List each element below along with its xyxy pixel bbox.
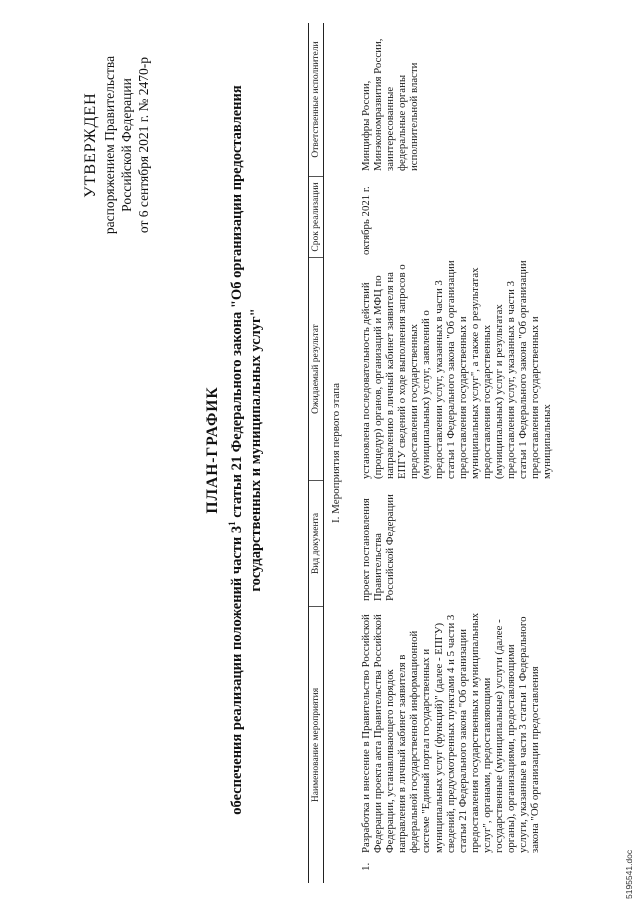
title-line-2 <box>223 85 247 815</box>
cell-responsible: Минцифры России, Минэкономразвития России, заинтересованные федеральные органы исполнительной власти <box>360 38 421 171</box>
header-divider <box>309 480 323 481</box>
title-line-2-end: статьи 21 Федерального закона "Об организации предоставления <box>228 85 245 522</box>
title-superscript: 1 <box>227 521 237 526</box>
table-header <box>308 23 324 883</box>
document-title <box>203 85 266 815</box>
approval-line-3: от 6 сентября 2021 г. № 2470-р <box>136 56 151 234</box>
header-deadline: Срок реализации <box>311 182 321 252</box>
title-line-1: ПЛАН-ГРАФИК <box>204 386 221 514</box>
plan-table <box>308 23 630 883</box>
cell-expected-result: установлена последовательность действий (процедур) органов, организаций и МФЦ по направлению в личный кабинет заявителя на ЕПГУ сведений о ходе выполнения запросов о предоставлении государственных (муниципальных) услуг, заявлений о предоставлении услуг, указанных в части 3 статьи 1 Федерального закона "Об организации предоставления государственных и муниципальных услуг", а также о результатах предоставления государственных (муниципальных) услуг и результатах предоставления услуг, указанных в части 3 статьи 1 Федерального закона "Об организации предоставления государственных и муниципальных <box>360 260 554 479</box>
header-measure-name: Наименование мероприятия <box>311 687 321 803</box>
approval-line-1: распоряжением Правительства <box>102 55 117 235</box>
header-document-type: Вид документа <box>311 512 321 575</box>
section-title: I. Мероприятия первого этапа <box>330 382 342 524</box>
header-responsible: Ответственные исполнители <box>311 41 321 158</box>
cell-deadline: октябрь 2021 г. <box>360 186 372 255</box>
header-divider <box>309 257 323 258</box>
row-number: 1. <box>360 862 372 871</box>
approval-heading: УТВЕРЖДЕН <box>82 92 99 198</box>
file-reference: 5195541.doc <box>624 849 634 899</box>
cell-document-type: проект постановления Правительства Российской Федерации <box>360 494 397 601</box>
title-line-3: государственных и муниципальных услуг" <box>247 308 264 592</box>
approval-stamp <box>82 20 152 270</box>
header-divider <box>309 176 323 177</box>
header-expected-result: Ожидаемый результат <box>311 324 321 414</box>
cell-measure-name: Разработка и внесение в Правительство Российской Федерации проекта акта Правительства Российской Федерации, устанавливающего порядок направления в личный кабинет заявителя в федеральной государственной информационной системе "Единый портал государственных и муниципальных услуг (функций)" (далее - ЕПГУ) сведений, предусмотренных пунктами 4 и 5 части 3 статьи 21 Федерального закона "Об организации предоставления государственных и муниципальных услуг", органами, предоставляющими государственные (муниципальные) услуги (далее - органы), организациями, предоставляющими услуги, указанные в части 3 статьи 1 Федерального закона "Об организации предоставления <box>360 612 542 853</box>
header-divider <box>309 606 323 607</box>
approval-line-2: Российской Федерации <box>119 78 134 212</box>
title-line-2-start: обеспечения реализации положений части 3 <box>228 525 245 815</box>
